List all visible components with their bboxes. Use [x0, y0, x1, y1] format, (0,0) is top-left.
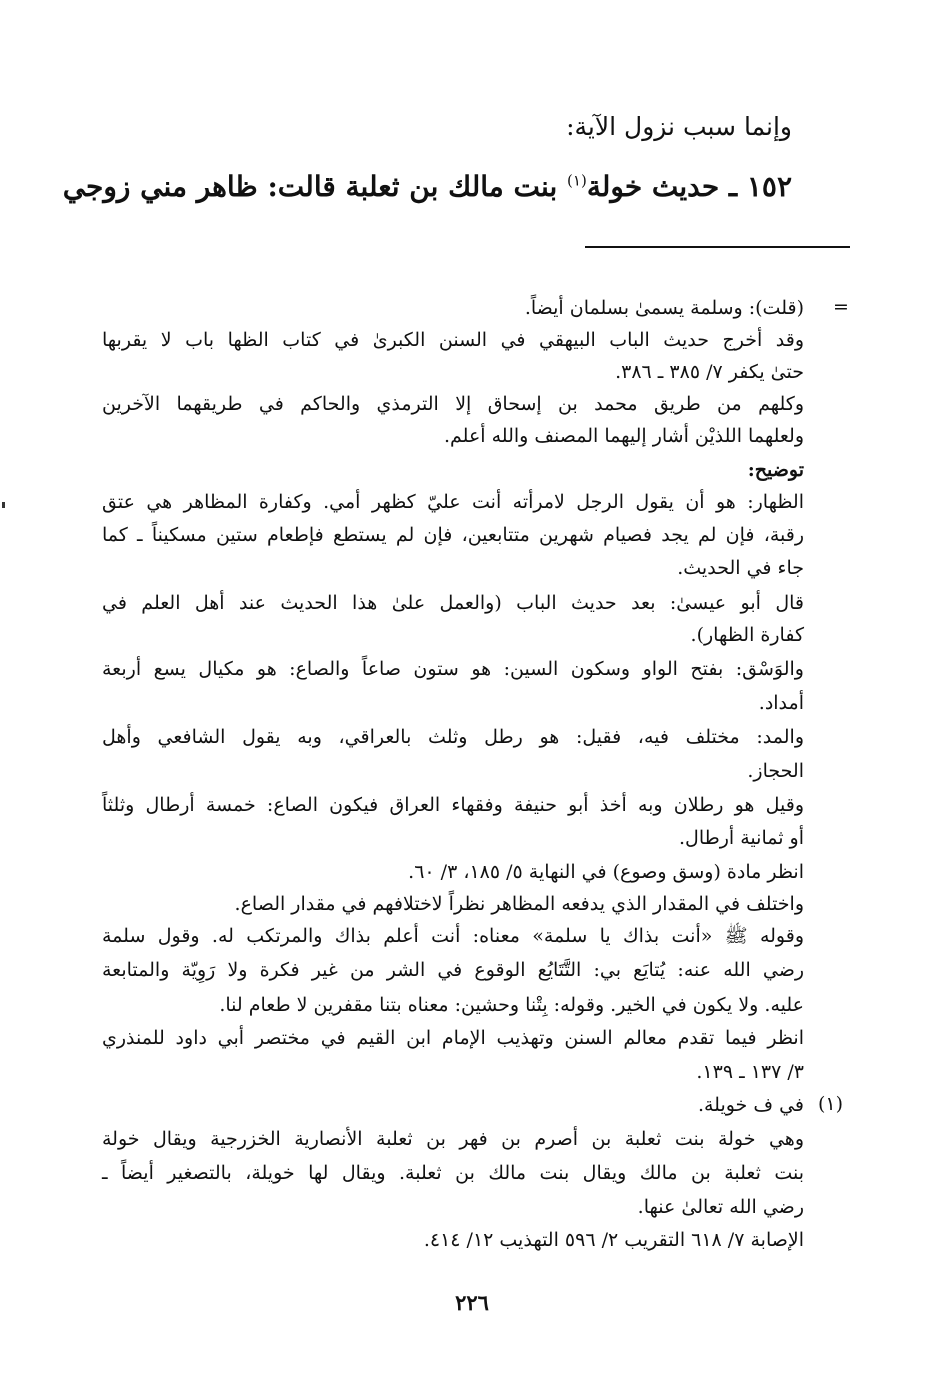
commentary-line: ولعلهما اللذيْن أشار إليهما المصنف والله أعلم.	[443, 425, 804, 447]
footnote-line: الإصابة ٧/ ٦١٨ التقريب ٢/ ٥٩٦ التهذيب ١٢/ ٤١٤.	[423, 1229, 804, 1251]
footnote-separator-rule	[585, 246, 850, 248]
commentary-line: وكلهم من طريق محمد بن إسحاق إلا الترمذي والحاكم في طريقهما الآخرين	[102, 393, 804, 415]
commentary-line: ٣/ ١٣٧ ـ ١٣٩.	[696, 1061, 804, 1083]
commentary-line: حتىٰ يكفر ٧/ ٣٨٥ ـ ٣٨٦.	[615, 361, 804, 383]
section-intro-heading: وإنما سبب نزول الآية:	[566, 112, 792, 141]
commentary-line: والمد: مختلف فيه، فقيل: هو رطل وثلث بالعراقي، وبه يقول الشافعي وأهل	[102, 726, 804, 748]
footnote-line: رضي الله تعالىٰ عنها.	[637, 1196, 804, 1218]
scan-edge-mark	[2, 502, 5, 508]
footnote-reference: (١)	[567, 171, 587, 190]
commentary-line: جاء في الحديث.	[677, 557, 804, 579]
clarification-heading: توضيح:	[747, 459, 804, 481]
commentary-line: واختلف في المقدار الذي يدفعه المظاهر نظراً لاختلافهم في مقدار الصاع.	[234, 893, 804, 915]
hadith-heading	[62, 170, 792, 203]
footnote-line: بنت ثعلبة بن مالك ويقال بنت مالك بن ثعلبة. ويقال لها خويلة، بالتصغير أيضاً ـ	[102, 1162, 804, 1184]
footnote-line: وهي خولة بنت ثعلبة بن أصرم بن فهر بن ثعلبة الأنصارية الخزرجية ويقال خولة	[102, 1128, 804, 1150]
commentary-line: الظهار: هو أن يقول الرجل لامرأته أنت عليّ كظهر أمي. وكفارة المظاهر هي عتق	[102, 491, 804, 513]
commentary-line: والوَسْق: بفتح الواو وسكون السين: هو ستون صاعاً والصاع: هو مكيال يسع أربعة	[102, 658, 804, 680]
commentary-line: أو ثمانية أرطال.	[678, 827, 804, 849]
commentary-line: كفارة الظهار).	[690, 624, 804, 646]
commentary-line: وقيل هو رطلان وبه أخذ أبو حنيفة وفقهاء العراق فيكون الصاع: خمسة أرطال وثلثاً	[102, 794, 804, 816]
commentary-line: عليه. ولا يكون في الخير. وقوله: بِتْنا وحشين: معناه بتنا مقفرين لا طعام لنا.	[219, 994, 804, 1016]
commentary-line: انظر فيما تقدم معالم السنن وتهذيب الإمام ابن القيم في مختصر أبي داود للمنذري	[102, 1027, 804, 1049]
commentary-line: وقد أخرج حديث الباب البيهقي في السنن الكبرىٰ في كتاب الظها باب لا يقربها	[102, 329, 804, 351]
hadith-title-rest: بنت مالك بن ثعلبة قالت: ظاهر مني زوجي	[62, 170, 568, 203]
commentary-line: الحجاز.	[747, 760, 804, 782]
continuation-marker: =	[833, 296, 849, 318]
commentary-line: رضي الله عنه: يُتايَع بي: التَّتَايُع الوقوع في الشر من غير فكرة ولا رَوِيّة والمتابعة	[102, 959, 804, 981]
footnote-number: (١)	[818, 1093, 844, 1115]
page-number: ٢٢٦	[455, 1290, 489, 1315]
commentary-line: أمداد.	[758, 692, 804, 714]
hadith-title-start: ١٥٢ ـ حديث خولة	[586, 170, 792, 203]
commentary-line: رقبة، فإن لم يجد فصيام شهرين متتابعين، فإن لم يستطع فإطعام ستين مسكيناً ـ كما	[102, 524, 804, 546]
commentary-line: قال أبو عيسىٰ: بعد حديث الباب (والعمل علىٰ هذا الحديث عند أهل العلم في	[102, 592, 804, 614]
commentary-line: وقوله ﷺ «أنت بذاك يا سلمة» معناه: أنت أعلم بذاك والمرتكب له. وقول سلمة	[102, 925, 804, 947]
commentary-line: (قلت): وسلمة يسمىٰ بسلمان أيضاً.	[524, 297, 804, 319]
footnote-line: في ف خويلة.	[697, 1094, 804, 1116]
commentary-line: انظر مادة (وسق وصوع) في النهاية ٥/ ١٨٥، ٣/ ٦٠.	[408, 861, 804, 883]
